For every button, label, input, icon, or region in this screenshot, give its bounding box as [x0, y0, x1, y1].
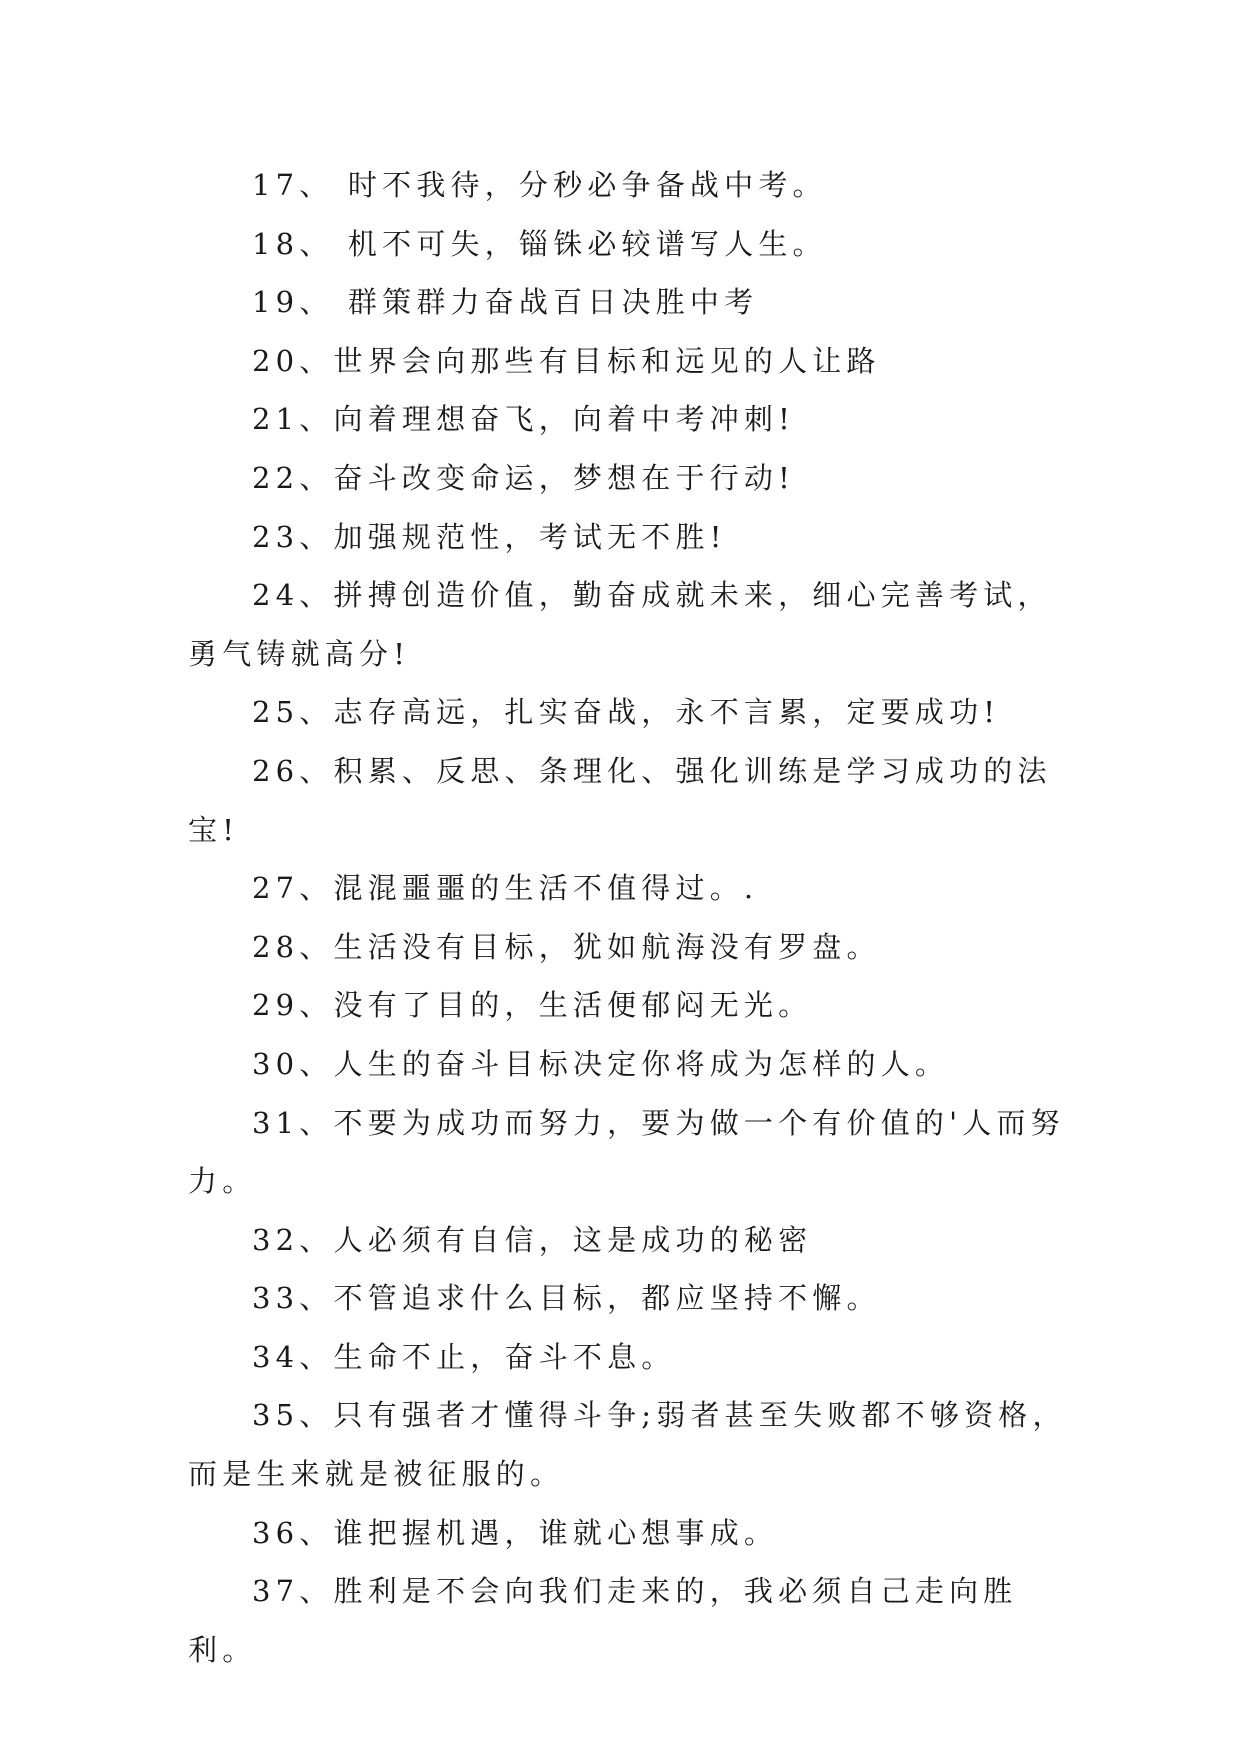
paragraph-34: 34、生命不止，奋斗不息。: [252, 1339, 676, 1374]
paragraph-28: 28、生活没有目标，犹如航海没有罗盘。: [252, 929, 881, 964]
paragraph-35: 35、只有强者才懂得斗争;弱者甚至失败都不够资格，而是生来就是被征服的。: [188, 1398, 1067, 1492]
paragraph-27: 27、混混噩噩的生活不值得过。.: [252, 871, 759, 906]
paragraph-19: 19、 群策群力奋战百日决胜中考: [252, 285, 759, 320]
paragraph-26: 26、积累、反思、条理化、强化训练是学习成功的法宝!: [188, 753, 1052, 847]
paragraph-32: 32、人必须有自信，这是成功的秘密: [252, 1222, 813, 1257]
paragraph-23: 23、加强规范性，考试无不胜!: [252, 519, 727, 554]
paragraph-17: 17、 时不我待，分秒必争备战中考。: [252, 168, 827, 202]
paragraph-20: 20、世界会向那些有目标和远见的人让路: [252, 343, 881, 378]
paragraph-24: 24、拼搏创造价值，勤奋成就未来，细心完善考试，勇气铸就高分!: [188, 578, 1052, 671]
paragraph-29: 29、没有了目的，生活便郁闷无光。: [252, 988, 813, 1023]
paragraph-37: 37、胜利是不会向我们走来的，我必须自己走向胜利。: [188, 1574, 1018, 1667]
document-body: [188, 156, 1068, 1679]
paragraph-31: 31、不要为成功而努力，要为做一个有价值的'人而努力。: [188, 1105, 1065, 1199]
paragraph-18: 18、 机不可失，锱铢必较谱写人生。: [252, 226, 827, 261]
paragraph-36: 36、谁把握机遇，谁就心想事成。: [252, 1515, 779, 1550]
paragraph-22: 22、奋斗改变命运，梦想在于行动!: [252, 460, 795, 495]
paragraph-21: 21、向着理想奋飞，向着中考冲刺!: [252, 402, 795, 437]
paragraph-30: 30、人生的奋斗目标决定你将成为怎样的人。: [252, 1046, 950, 1081]
paragraph-33: 33、不管追求什么目标，都应坚持不懈。: [252, 1281, 881, 1316]
paragraph-25: 25、志存高远，扎实奋战，永不言累，定要成功!: [252, 695, 1001, 730]
